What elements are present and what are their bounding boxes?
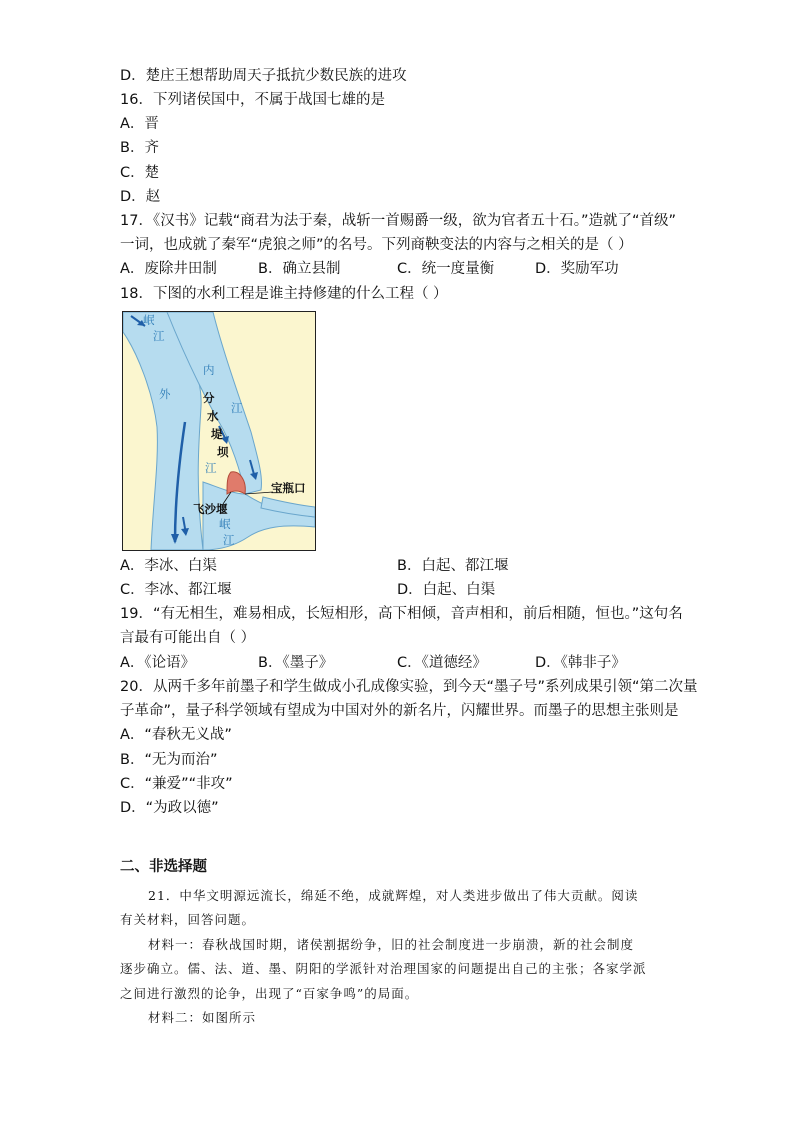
q17-stem-line1: 17．《汉书》记载“商君为法于秦，战斩一首赐爵一级，欲为官者五十石。”造就了“首级” (120, 213, 676, 229)
q16-stem: 16．下列诸侯国中，不属于战国七雄的是 (120, 92, 385, 108)
q19-stem-line1: 19．“有无相生，难易相成，长短相形，高下相倾，音声相和，前后相随，恒也。”这句名 (120, 606, 683, 622)
q19-option-d: D．《韩非子》 (535, 655, 626, 671)
q20-option-c: C．“兼爱”“非攻” (120, 776, 233, 792)
map-label-baopingkou: 宝瓶口 (271, 481, 306, 495)
q19-option-a: A．《论语》 (120, 655, 196, 671)
section-heading: 二、非选择题 (120, 859, 207, 875)
q19-option-b: B．《墨子》 (258, 655, 334, 671)
map-label-min-top: 岷 (143, 313, 155, 327)
q17-stem-line2: 一词，也成就了秦军“虎狼之师”的名号。下列商鞅变法的内容与之相关的是（ ） (120, 237, 633, 253)
map-label-jiang-top: 江 (153, 329, 165, 343)
map-label-wai: 外 (159, 387, 171, 401)
q20-option-b: B．“无为而治” (120, 752, 218, 768)
q17-option-a: A．废除井田制 (120, 261, 217, 277)
q18-stem: 18．下图的水利工程是谁主持修建的什么工程（ ） (120, 286, 448, 302)
q17-option-b: B．确立县制 (258, 261, 341, 277)
q17-option-c: C．统一度量衡 (397, 261, 495, 277)
map-label-nei-jiang: 江 (231, 401, 243, 415)
map-label-nei: 内 (203, 363, 215, 377)
q20-option-d: D．“为政以德” (120, 800, 219, 816)
material1-line3: 之间进行激烈的论争，出现了“百家争鸣”的局面。 (120, 986, 419, 1001)
q20-stem-line1: 20．从两千多年前墨子和学生做成小孔成像实验，到今天“墨子号”系列成果引领“第二次量 (120, 679, 698, 695)
q21-stem-line2: 有关材料，回答问题。 (120, 912, 256, 927)
map-label-min-bottom: 岷 (219, 517, 231, 531)
map-label-di: 堤 (211, 427, 223, 441)
map-label-shui: 水 (207, 409, 219, 423)
q16-option-d: D．赵 (120, 189, 161, 205)
dujiangyan-map-svg (123, 312, 315, 550)
q20-stem-line2: 子革命”，量子科学领域有望成为中国对外的新名片，闪耀世界。而墨子的思想主张则是 (120, 703, 679, 719)
q19-option-c: C．《道德经》 (397, 655, 487, 671)
map-label-jiang-bottom: 江 (223, 533, 235, 547)
map-label-fen: 分 (203, 391, 215, 405)
q21-stem-line1: 21．中华文明源远流长，绵延不绝，成就辉煌，对人类进步做出了伟大贡献。阅读 (148, 888, 639, 903)
q17-option-d: D．奖励军功 (535, 261, 619, 277)
material1-line1: 材料一：春秋战国时期，诸侯割据纷争，旧的社会制度进一步崩溃，新的社会制度 (148, 937, 635, 952)
map-label-wai-jiang: 江 (205, 461, 217, 475)
q18-option-d: D．白起、白渠 (397, 582, 496, 598)
q15-option-d: D．楚庄王想帮助周天子抵抗少数民族的进攻 (120, 68, 407, 84)
q16-option-c: C．楚 (120, 165, 160, 181)
q19-stem-line2: 言最有可能出自（ ） (120, 630, 256, 646)
material1-line2: 逐步确立。儒、法、道、墨、阴阳的学派针对治理国家的问题提出自己的主张；各家学派 (120, 961, 647, 976)
q18-option-a: A．李冰、白渠 (120, 558, 217, 574)
q18-option-b: B．白起、都江堰 (397, 558, 509, 574)
q16-option-b: B．齐 (120, 140, 159, 156)
map-label-ba: 坝 (217, 445, 229, 459)
map-label-feishayan: 飞沙堰 (193, 502, 228, 516)
dujiangyan-map (122, 311, 316, 551)
q20-option-a: A．“春秋无义战” (120, 727, 232, 743)
q16-option-a: A．晋 (120, 116, 159, 132)
material2-label: 材料二：如图所示 (148, 1010, 257, 1025)
q18-option-c: C．李冰、都江堰 (120, 582, 232, 598)
